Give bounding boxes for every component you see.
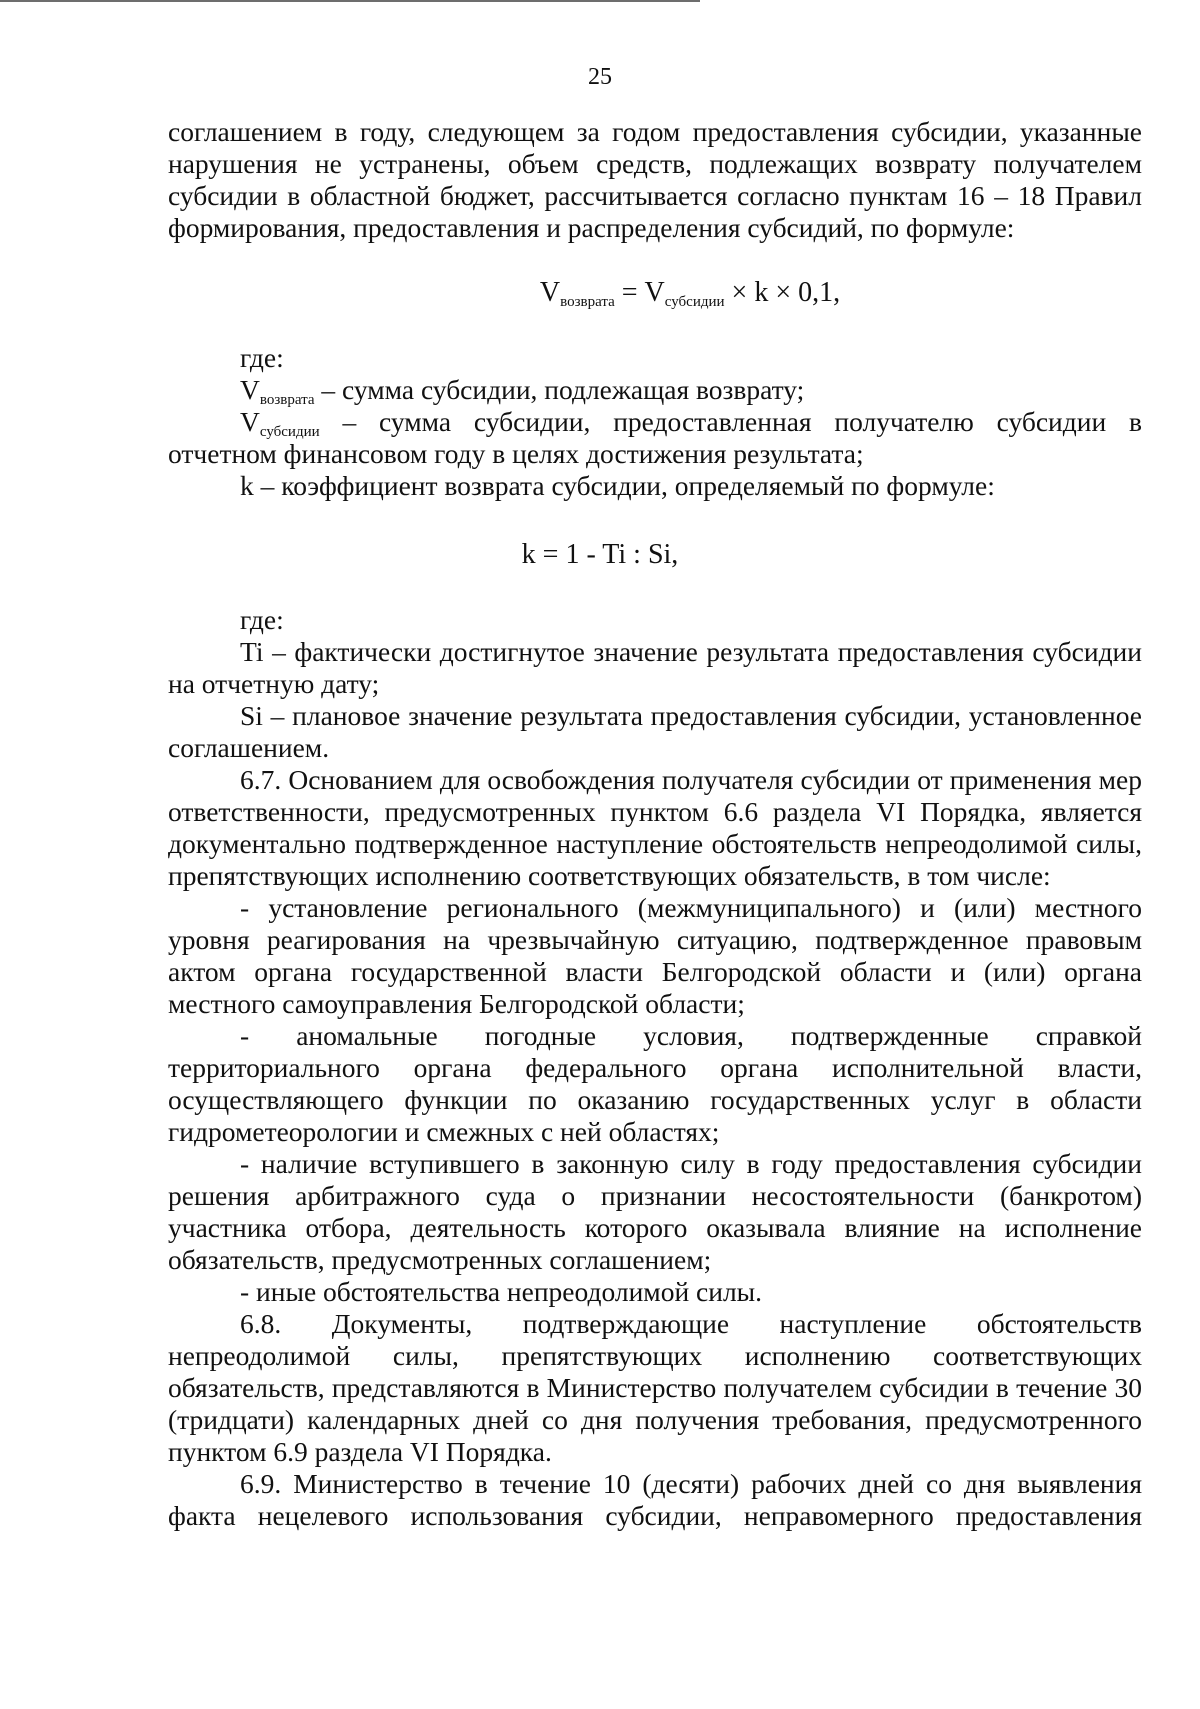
definition-v-subsidy <box>168 406 1142 470</box>
definition-ti: Ti – фактически достигнутое значение результата предоставления субсидии на отчетную дату; <box>168 636 1142 699</box>
definition-v-subsidy-subscript: субсидии <box>259 424 320 440</box>
formula-k: k = 1 - Ti : Si, <box>521 539 679 570</box>
definition-v-subsidy-text: – сумма субсидии, предоставленная получателю субсидии в отчетном финансовом году в целях достижения результата; <box>168 406 1142 469</box>
clause-6-8: 6.8. Документы, подтверждающие наступление обстоятельств непреодолимой силы, препятствующих исполнению соответствующих обязательств, представляются в Министерство получателем субсидии в течение 30 (тридцати) календарных дней со дня получения требования, предусмотренного пунктом 6.9 раздела VI Порядка. <box>168 1308 1142 1467</box>
clause-6-7: 6.7. Основанием для освобождения получателя субсидии от применения мер ответственности, предусмотренных пунктом 6.6 раздела VI Порядка, является документально подтвержденное наступление обстоятельств непреодолимой силы, препятствующих исполнению соответствующих обязательств, в том числе: <box>168 764 1142 891</box>
where-label-1: где: <box>240 342 284 373</box>
definitions-block-1 <box>168 342 1142 502</box>
formula-rhs-symbol: V <box>644 277 665 308</box>
main-text-block <box>168 604 1142 1532</box>
formula-lhs-subscript: возврата <box>560 294 615 310</box>
definition-v-return-subscript: возврата <box>259 392 315 408</box>
formula-lhs-symbol: V <box>539 277 561 308</box>
bullet-regional-emergency: - установление регионального (межмуниципального) и (или) местного уровня реагирования на чрезвычайную ситуацию, подтвержденное правовым актом органа государственной власти Белгородской области и (или) органа местного самоуправления Белгородской области; <box>168 892 1142 1019</box>
definition-v-subsidy-symbol: V <box>240 406 260 437</box>
formula-tail: × k × 0,1, <box>724 277 841 308</box>
definition-v-return-symbol: V <box>240 374 260 405</box>
formula-equals: = <box>614 277 645 308</box>
intro-paragraph-block <box>168 116 1142 244</box>
scan-edge-line <box>0 0 700 2</box>
definition-k: k – коэффициент возврата субсидии, определяемый по формуле: <box>240 470 995 501</box>
intro-paragraph: соглашением в году, следующем за годом предоставления субсидии, указанные нарушения не устранены, объем средств, подлежащих возврату получателем субсидии в областной бюджет, рассчитывается согласно пунктам 16 – 18 Правил формирования, предоставления и распределения субсидий, по формуле: <box>168 116 1142 243</box>
bullet-weather: - аномальные погодные условия, подтвержденные справкой территориального органа федерального органа исполнительной власти, осуществляющего функции по оказанию государственных услуг в области гидрометеорологии и смежных с ней областях; <box>168 1020 1142 1147</box>
clause-6-9: 6.9. Министерство в течение 10 (десяти) рабочих дней со дня выявления факта нецелевого использования субсидии, неправомерного предоставления <box>168 1468 1142 1531</box>
formula-v-return <box>0 276 1200 310</box>
where-label-2: где: <box>240 604 284 635</box>
definition-si: Si – плановое значение результата предоставления субсидии, установленное соглашением. <box>168 700 1142 763</box>
bullet-other-force-majeure: - иные обстоятельства непреодолимой силы. <box>240 1276 763 1307</box>
definition-v-return-text: – сумма субсидии, подлежащая возврату; <box>314 374 805 405</box>
definition-v-return <box>168 374 1142 406</box>
page-number: 25 <box>588 64 612 90</box>
formula-rhs-subscript: субсидии <box>664 294 725 310</box>
bullet-bankruptcy: - наличие вступившего в законную силу в году предоставления субсидии решения арбитражного суда о признании несостоятельности (банкротом) участника отбора, деятельность которого оказывала влияние на исполнение обязательств, предусмотренных соглашением; <box>168 1148 1142 1275</box>
